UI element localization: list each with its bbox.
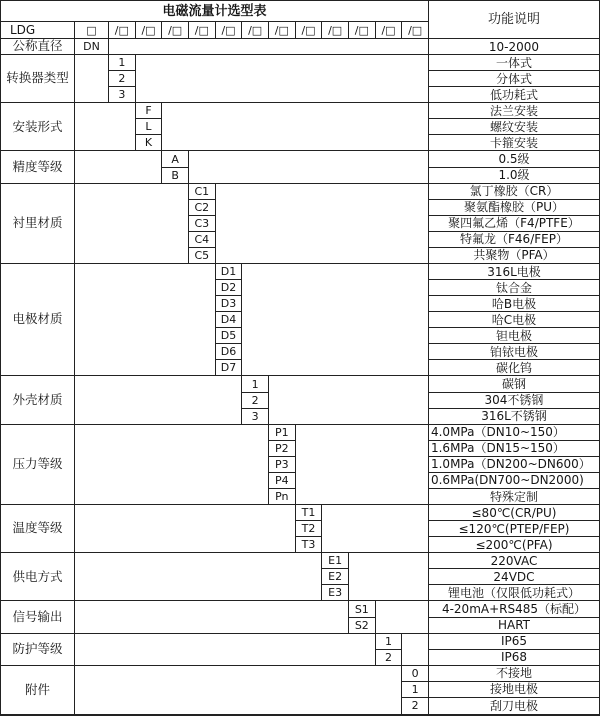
- code-cell: P2: [269, 441, 296, 457]
- left-spacer-cell: [75, 634, 376, 666]
- right-spacer-cell: [349, 553, 429, 601]
- model-slot-box: /□: [376, 22, 403, 39]
- description-cell: 共聚物（PFA）: [429, 248, 599, 264]
- description-cell: 一体式: [429, 55, 599, 71]
- category-label: 附件: [1, 666, 75, 714]
- description-cell: 卡箍安装: [429, 135, 599, 151]
- model-slot-box: /□: [349, 22, 376, 39]
- right-spacer-cell: [216, 184, 429, 264]
- description-cell: 锂电池（仅限低功耗式）: [429, 585, 599, 601]
- code-cell: 2: [242, 393, 269, 409]
- description-cell: 316L电极: [429, 264, 599, 280]
- code-cell: S1: [349, 601, 376, 617]
- right-spacer-cell: [136, 55, 429, 103]
- description-cell: 法兰安装: [429, 103, 599, 119]
- model-base-box: □: [75, 22, 109, 39]
- description-cell: 钛合金: [429, 280, 599, 296]
- category-label: 安装形式: [1, 103, 75, 151]
- category-label: 供电方式: [1, 553, 75, 601]
- right-spacer-cell: [162, 103, 429, 151]
- description-cell: 316L不锈钢: [429, 409, 599, 425]
- code-cell: T2: [296, 521, 323, 537]
- left-spacer-cell: [75, 151, 162, 183]
- right-spacer-cell: [242, 264, 429, 377]
- description-cell: 聚四氟乙烯（F4/PTFE）: [429, 216, 599, 232]
- code-cell: 1: [402, 682, 429, 698]
- model-slot-box: /□: [402, 22, 429, 39]
- right-spacer-cell: [322, 505, 429, 553]
- code-cell: L: [136, 119, 163, 135]
- left-spacer-cell: [75, 601, 349, 633]
- right-spacer-cell: [376, 601, 429, 633]
- description-cell: 不接地: [429, 666, 599, 682]
- left-spacer-cell: [75, 184, 189, 264]
- description-cell: 刮刀电极: [489, 698, 538, 713]
- code-cell: P4: [269, 473, 296, 489]
- description-cell: 钽电极: [429, 328, 599, 344]
- description-cell: 特殊定制: [429, 489, 599, 505]
- left-spacer-cell: [75, 553, 322, 601]
- code-cell: E1: [322, 553, 349, 569]
- model-slot-box: /□: [136, 22, 163, 39]
- function-column-header: 功能说明: [429, 1, 599, 39]
- description-cell: 24VDC: [429, 569, 599, 585]
- code-cell: C5: [189, 248, 216, 264]
- description-cell: 碳钢: [429, 376, 599, 392]
- code-cell: 2: [109, 71, 136, 87]
- code-cell: C4: [189, 232, 216, 248]
- category-label: 信号输出: [1, 601, 75, 633]
- category-label: 电极材质: [1, 264, 75, 377]
- category-label: 防护等级: [1, 634, 75, 666]
- code-cell: C3: [189, 216, 216, 232]
- model-slot-box: /□: [216, 22, 243, 39]
- code-cell: 3: [242, 409, 269, 425]
- table-title: 电磁流量计选型表: [1, 1, 429, 22]
- description-cell: 接地电极: [429, 682, 599, 698]
- left-spacer-cell: [75, 264, 216, 377]
- description-cell: 1.6MPa（DN15~150）: [429, 441, 599, 457]
- right-spacer-cell: [296, 425, 429, 505]
- description-cell: 4-20mA+RS485（标配）: [429, 601, 599, 617]
- model-slot-box: /□: [162, 22, 189, 39]
- right-spacer-cell: [269, 376, 429, 424]
- code-cell: D2: [216, 280, 243, 296]
- code-cell: K: [136, 135, 163, 151]
- code-cell: 1: [376, 634, 403, 650]
- model-slot-box: /□: [322, 22, 349, 39]
- model-slot-box: /□: [242, 22, 269, 39]
- code-cell: F: [136, 103, 163, 119]
- description-cell: 哈B电极: [429, 296, 599, 312]
- code-cell: Pn: [269, 489, 296, 505]
- right-spacer-cell: [109, 39, 429, 55]
- code-cell: 3: [109, 87, 136, 103]
- code-cell: D3: [216, 296, 243, 312]
- category-label: 转换器类型: [1, 55, 75, 103]
- category-label: 外壳材质: [1, 376, 75, 424]
- code-cell: 1: [109, 55, 136, 71]
- left-spacer-cell: [75, 376, 242, 424]
- description-cell: 螺纹安装: [429, 119, 599, 135]
- code-cell: E3: [322, 585, 349, 601]
- code-cell: S2: [349, 618, 376, 634]
- model-code-label: LDG: [1, 22, 75, 39]
- description-cell: 0.6MPa(DN700~DN2000): [429, 473, 599, 489]
- model-slot-box: /□: [269, 22, 296, 39]
- code-cell: E2: [322, 569, 349, 585]
- description-cell: 特氟龙（F46/FEP）: [429, 232, 599, 248]
- description-cell: IP68: [429, 650, 599, 666]
- description-cell: 聚氨酯橡胶（PU）: [429, 200, 599, 216]
- code-cell: C1: [189, 184, 216, 200]
- category-label: 衬里材质: [1, 184, 75, 264]
- code-cell: T1: [296, 505, 323, 521]
- code-cell: D5: [216, 328, 243, 344]
- description-cell: 0.5级: [429, 151, 599, 167]
- code-cell: P1: [269, 425, 296, 441]
- left-spacer-cell: [75, 666, 402, 714]
- code-cell: 2: [402, 698, 429, 714]
- right-spacer-cell: [402, 634, 429, 666]
- left-spacer-cell: [75, 103, 136, 151]
- left-spacer-cell: [75, 425, 269, 505]
- category-label: 公称直径: [1, 39, 75, 55]
- description-cell: 分体式: [429, 71, 599, 87]
- description-cell: 低功耗式: [429, 87, 599, 103]
- description-cell: HART: [429, 618, 599, 634]
- code-cell: C2: [189, 200, 216, 216]
- code-cell: D7: [216, 360, 243, 376]
- description-cell: 1.0级: [429, 168, 599, 184]
- description-cell: ≤120℃(PTEP/FEP): [429, 521, 599, 537]
- description-cell: 铂铱电极: [429, 344, 599, 360]
- description-cell: 220VAC: [429, 553, 599, 569]
- code-cell: T3: [296, 537, 323, 553]
- description-cell: IP65: [429, 634, 599, 650]
- model-slot-box: /□: [189, 22, 216, 39]
- code-cell: B: [162, 168, 189, 184]
- code-cell: 1: [242, 376, 269, 392]
- code-cell: P3: [269, 457, 296, 473]
- code-cell: D4: [216, 312, 243, 328]
- description-cell: ≤200℃(PFA): [429, 537, 599, 553]
- description-cell: 304不锈钢: [429, 393, 599, 409]
- description-cell: 碳化钨: [429, 360, 599, 376]
- code-cell: D1: [216, 264, 243, 280]
- description-cell: 哈C电极: [429, 312, 599, 328]
- description-cell: 10-2000: [429, 39, 599, 55]
- description-cell: 4.0MPa（DN10~150）: [429, 425, 599, 441]
- description-cell: ≤80℃(CR/PU): [429, 505, 599, 521]
- description-cell: 1.0MPa（DN200~DN600）: [429, 457, 599, 473]
- category-label: 温度等级: [1, 505, 75, 553]
- model-slot-box: /□: [296, 22, 323, 39]
- right-spacer-cell: [189, 151, 429, 183]
- code-cell: DN: [75, 39, 109, 55]
- left-spacer-cell: [75, 505, 296, 553]
- category-label: 精度等级: [1, 151, 75, 183]
- code-cell: 2: [376, 650, 403, 666]
- model-slot-box: /□: [109, 22, 136, 39]
- code-cell: A: [162, 151, 189, 167]
- code-cell: 0: [402, 666, 429, 682]
- code-cell: D6: [216, 344, 243, 360]
- description-cell: 氯丁橡胶（CR）: [429, 184, 599, 200]
- left-spacer-cell: [75, 55, 109, 103]
- category-label: 压力等级: [1, 425, 75, 505]
